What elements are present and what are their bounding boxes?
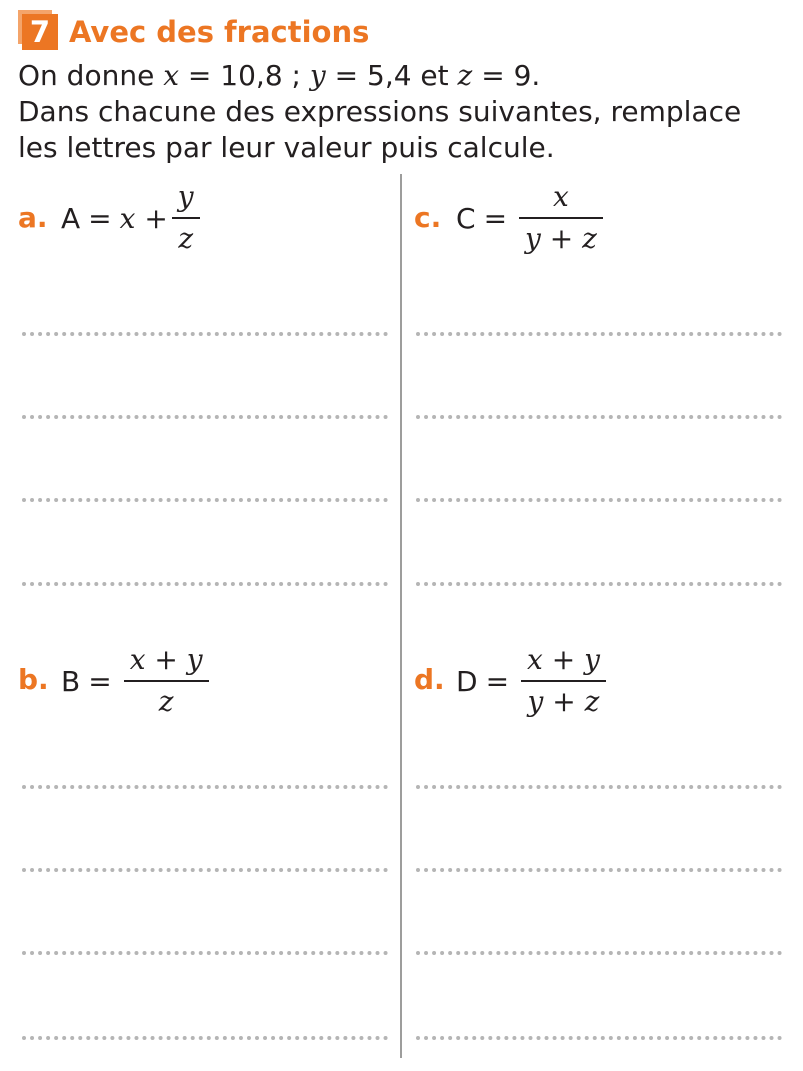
exercise-number-badge [18,10,58,50]
exercise-a-label: a. [18,201,48,234]
fraction-numerator: x + y [527,643,600,676]
equals-sign: = [88,201,112,235]
answer-line-c-3[interactable] [416,498,782,502]
expression-name: A [61,201,81,235]
fraction-denominator: y + z [525,222,597,255]
answer-line-b-3[interactable] [22,951,388,955]
equals-sign: = [187,59,212,92]
fraction-denominator: y + z [527,685,600,718]
exercise-statement [18,58,793,166]
var-x: x [163,59,180,92]
exercise-d-expression [456,640,610,722]
statement-line-2: Dans chacune des expressions suivantes, remplace [18,95,742,128]
exercise-b-expression [61,640,213,722]
equals-sign: = [485,664,510,698]
fraction-numerator: x [553,180,569,213]
fraction-denominator: z [158,685,174,718]
var-z: z [457,59,473,92]
expression-name: D [456,664,478,698]
value-x: 10,8 ; [220,59,301,92]
answer-line-d-2[interactable] [416,868,782,872]
exercise-number: 7 [22,14,58,50]
answer-line-c-1[interactable] [416,332,782,336]
answer-line-b-1[interactable] [22,785,388,789]
expression-name: C [456,201,476,235]
equals-sign: = [88,664,112,698]
statement-line-1 [18,58,793,94]
fraction-numerator: y [177,180,194,213]
equals-sign: = [334,59,359,92]
equals-sign: = [483,201,508,235]
fraction [172,177,200,259]
exercise-title: Avec des fractions [69,15,370,49]
answer-line-c-4[interactable] [416,582,782,586]
column-divider [400,174,402,1058]
answer-line-c-2[interactable] [416,415,782,419]
exercise-a-expression [61,177,204,259]
statement-intro: On donne [18,59,155,92]
answer-line-a-4[interactable] [22,582,388,586]
equals-sign: = [481,59,505,92]
fraction-numerator: x + y [129,643,203,676]
fraction [519,177,603,259]
statement-line-3: les lettres par leur valeur puis calcule. [18,131,555,164]
var-y: y [309,59,326,92]
fraction [124,640,209,722]
answer-line-a-1[interactable] [22,332,388,336]
exercise-c-label: c. [414,201,442,234]
fraction-denominator: z [178,222,194,255]
value-z: 9. [513,59,541,92]
answer-line-a-3[interactable] [22,498,388,502]
answer-line-a-2[interactable] [22,415,388,419]
fraction [521,640,606,722]
answer-line-b-4[interactable] [22,1036,388,1040]
value-y: 5,4 et [367,59,449,92]
exercise-d-label: d. [414,663,445,696]
answer-line-d-1[interactable] [416,785,782,789]
expression-prefix: x + [119,201,168,235]
expression-name: B [61,664,81,698]
answer-line-b-2[interactable] [22,868,388,872]
answer-line-d-4[interactable] [416,1036,782,1040]
exercise-c-expression [456,177,607,259]
answer-line-d-3[interactable] [416,951,782,955]
exercise-b-label: b. [18,663,49,696]
